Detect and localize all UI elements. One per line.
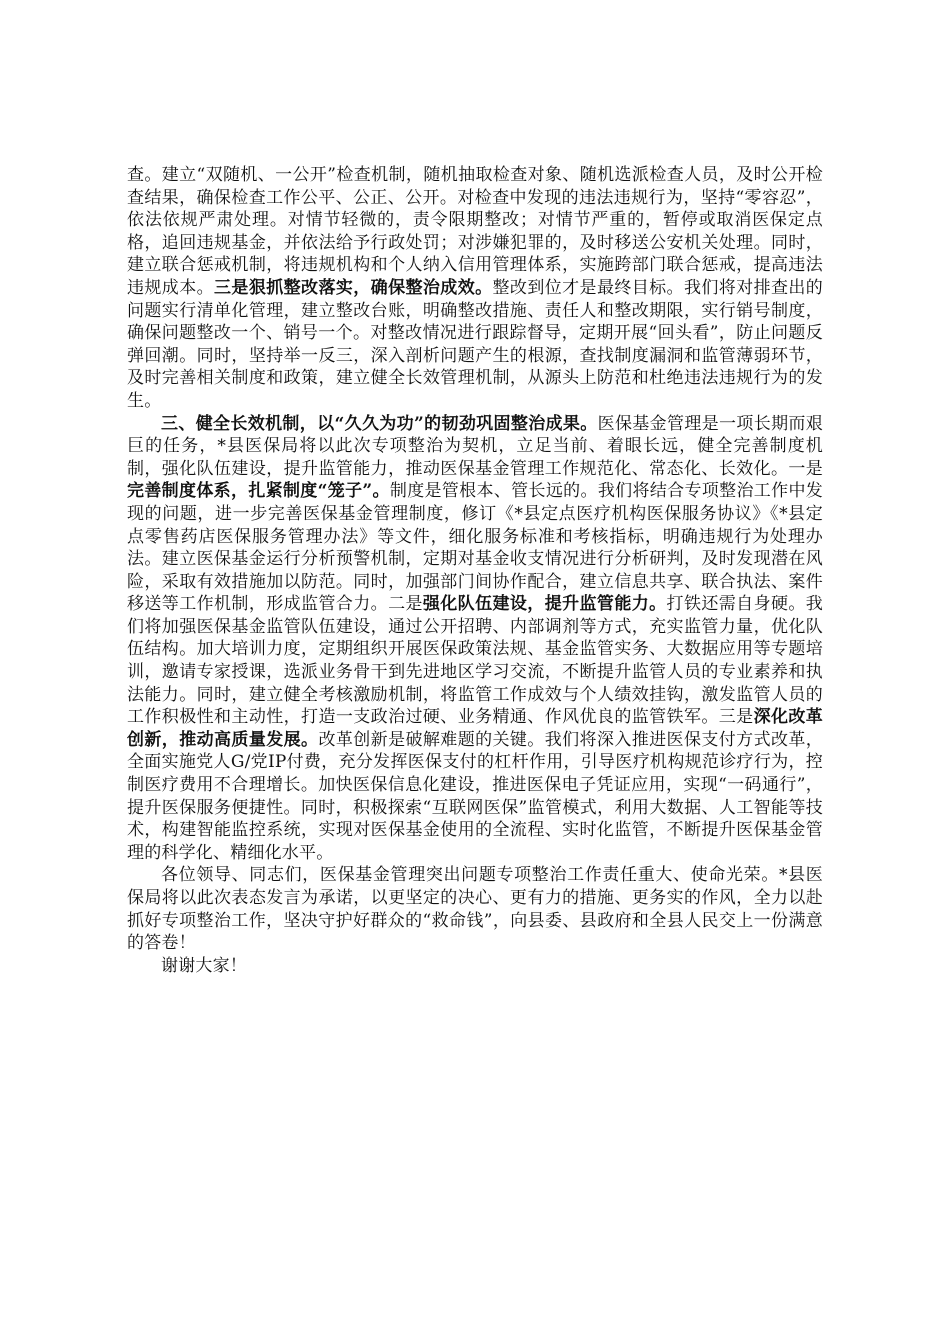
paragraph-text: 改革创新是破解难题的关键。我们将深入推进医保支付方式改革，全面实施党人G/党IP付费，充分发挥医保支付的杠杆作用，引导医疗机构规范诊疗行为，控制医疗费用不合理增长。加快医保信息化建设，推进医保电子凭证应用，实现“一码通行”，提升医保服务便捷性。同时，积极探索“互联网医保”监管模式，利用大数据、人工智能等技术，构建智能监控系统，实现对医保基金使用的全流程、实时化监管，不断提升医保基金管理的科学化、精细化水平。 [127, 729, 823, 863]
document-body [127, 164, 823, 977]
paragraph-text: 打铁还需自身硬。我们将加强医保基金监管队伍建设，通过公开招聘、内部调剂等方式，充实监管力量，优化队伍结构。加大培训力度，定期组织开展医保政策法规、基金监管实务、大数据应用等专题培训，邀请专家授课，选派业务骨干到先进地区学习交流，不断提升监管人员的专业素养和执法能力。同时，建立健全考核激励机制，将监管工作成效与个人绩效挂钩，激发监管人员的工作积极性和主动性，打造一支政治过硬、业务精通、作风优良的监管铁军。三是 [127, 594, 823, 728]
paragraph-closing: 各位领导、同志们，医保基金管理突出问题专项整治工作责任重大、使命光荣。*县医保局将以此次表态发言为承诺，以更坚定的决心、更有力的措施、更务实的作风，全力以赴抓好专项整治工作，坚决守护好群众的“救命钱”，向县委、县政府和全县人民交上一份满意的答卷！ [127, 865, 823, 954]
paragraph-text: 查。建立“双随机、一公开”检查机制，随机抽取检查对象、随机选派检查人员，及时公开检查结果，确保检查工作公平、公正、公开。对检查中发现的违法违规行为，坚持“零容忍”，依法依规严肃处理。对情节轻微的，责令限期整改；对情节严重的，暂停或取消医保定点格，追回违规基金，并依法给予行政处罚；对涉嫌犯罪的，及时移送公安机关处理。同时，建立联合惩戒机制，将违规机构和个人纳入信用管理体系，实施跨部门联合惩戒，提高违法违规成本。 [127, 165, 823, 298]
bold-heading-reform: 深化改革创新，推动高质量发展。 [127, 707, 823, 750]
paragraph-text: 制度是管根本、管长远的。我们将结合专项整治工作中发现的问题，进一步完善医保基金管理制度，修订《*县定点医疗机构医保服务协议》《*县定点零售药店医保服务管理办法》等文件，细化服务标准和考核指标，明确违规行为处理办法。建立医保基金运行分析预警机制，定期对基金收支情况进行分析研判，及时发现潜在风险，采取有效措施加以防范。同时，加强部门间协作配合，建立信息共享、联合执法、案件移送等工作机制，形成监管合力。二是 [127, 481, 823, 615]
section-heading-three: 三、健全长效机制，以“久久为功”的韧劲巩固整治成果。 [161, 413, 598, 434]
paragraph-text: 整改到位才是最终目标。我们将对排查出的问题实行清单化管理，建立整改台账，明确整改措施、责任人和整改期限，实行销号制度，确保问题整改一个、销号一个。对整改情况进行跟踪督导，定期开展“回头看”，防止问题反弹回潮。同时，坚持举一反三，深入剖析问题产生的根源，查找制度漏洞和监管薄弱环节，及时完善相关制度和政策，建立健全长效管理机制，从源头上防范和杜绝违法违规行为的发生。 [127, 277, 823, 411]
bold-heading-system: 完善制度体系，扎紧制度“笼子”。 [127, 481, 390, 502]
paragraph-text: 医保基金管理是一项长期而艰巨的任务，*县医保局将以此次专项整治为契机，立足当前、着眼长远，健全完善制度机制，强化队伍建设，提升监管能力，推动医保基金管理工作规范化、常态化、长效化。一是 [127, 413, 823, 479]
bold-heading-rectification: 三是狠抓整改落实，确保整治成效。 [214, 277, 493, 298]
bold-heading-team: 强化队伍建设，提升监管能力。 [422, 594, 667, 615]
paragraph-thanks: 谢谢大家！ [161, 955, 247, 976]
paragraph-long-term-mechanism [127, 413, 823, 865]
paragraph-rectification [127, 164, 823, 413]
